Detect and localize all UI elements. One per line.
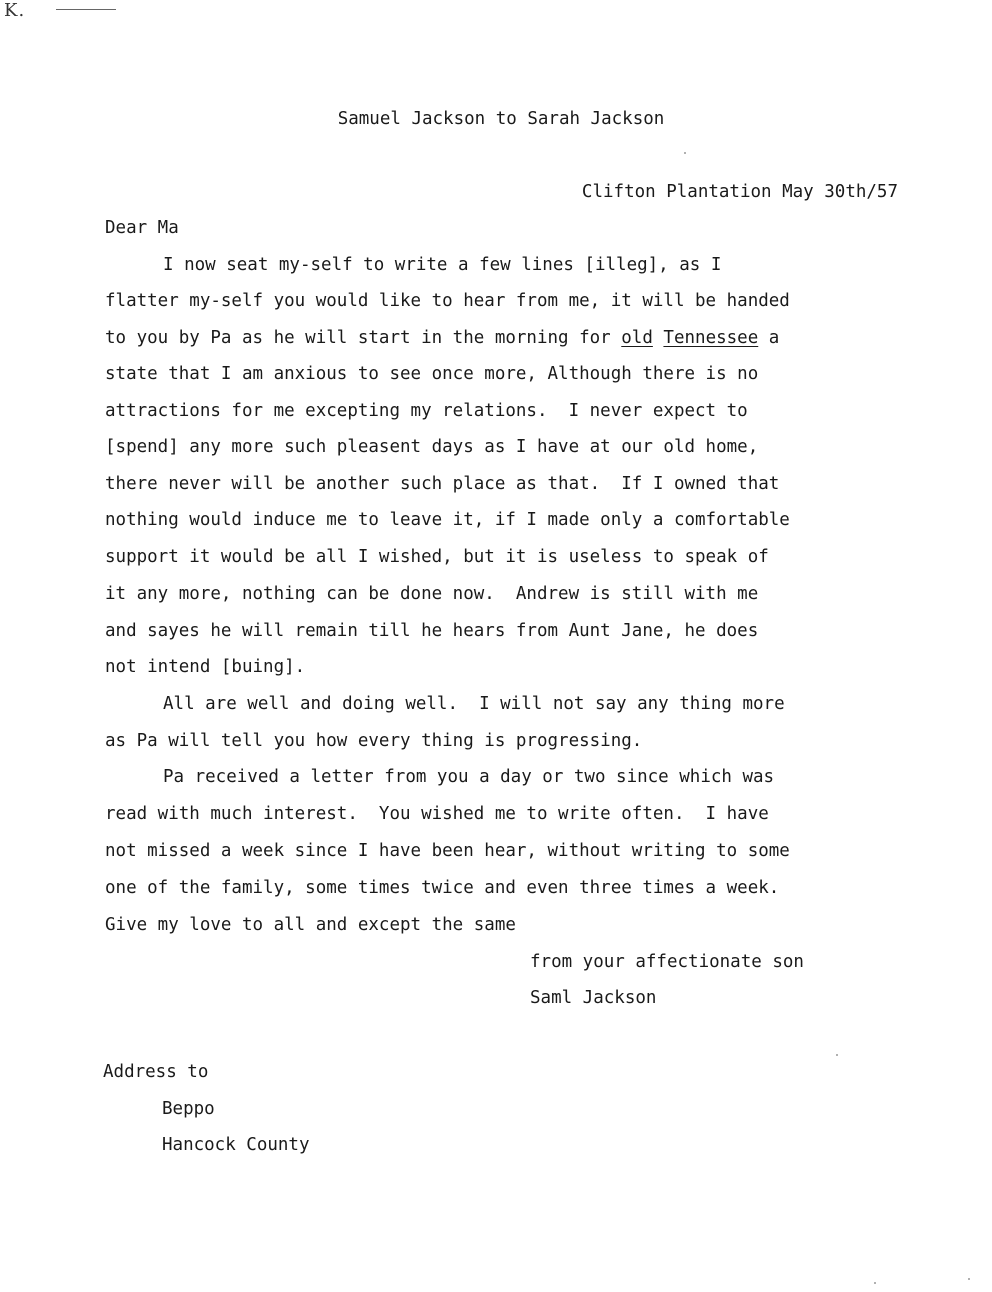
scan-speck [968,1278,970,1280]
body-line-space [653,328,664,348]
valediction: from your affectionate son [530,952,804,972]
body-line-text: to you by Pa as he will start in the morning for [105,328,622,348]
scan-speck [874,1282,876,1284]
body-line: it any more, nothing can be done now. Andrew is still with me [105,584,759,604]
underlined-word: Tennessee [663,328,759,348]
salutation: Dear Ma [105,218,179,238]
corner-scribble [56,9,116,10]
address-line: Beppo [162,1099,215,1119]
body-line: as Pa will tell you how every thing is progressing. [105,731,643,751]
body-line: support it would be all I wished, but it is useless to speak of [105,547,769,567]
body-line: there never will be another such place as that. If I owned that [105,474,780,494]
body-line: [spend] any more such pleasent days as I have at our old home, [105,437,759,457]
body-line: I now seat my-self to write a few lines [illeg], as I [163,255,722,275]
letter-title: Samuel Jackson to Sarah Jackson [337,109,665,129]
body-line: Pa received a letter from you a day or two since which was [163,767,775,787]
underlined-word: old [621,328,653,348]
scan-speck [684,152,686,154]
address-line: Hancock County [162,1135,310,1155]
body-line: and sayes he will remain till he hears from Aunt Jane, he does [105,621,759,641]
body-line: state that I am anxious to see once more, Although there is no [105,364,759,384]
body-line: flatter my-self you would like to hear from me, it will be handed [105,291,790,311]
body-line-text: a [758,328,780,348]
body-line: one of the family, some times twice and even three times a week. [105,878,780,898]
body-line: not missed a week since I have been hear, without writing to some [105,841,790,861]
body-line: attractions for me excepting my relations. I never expect to [105,401,748,421]
body-line [105,328,779,348]
body-line: All are well and doing well. I will not say any thing more [163,694,785,714]
corner-mark: K. [4,0,26,21]
address-label: Address to [103,1062,209,1082]
body-line: Give my love to all and except the same [105,915,516,935]
body-line: read with much interest. You wished me to write often. I have [105,804,769,824]
letter-dateline: Clifton Plantation May 30th/57 [581,182,898,202]
scan-speck [836,1054,838,1056]
signature: Saml Jackson [530,988,657,1008]
body-line: not intend [buing]. [105,657,306,677]
body-line: nothing would induce me to leave it, if I made only a comfortable [105,510,790,530]
